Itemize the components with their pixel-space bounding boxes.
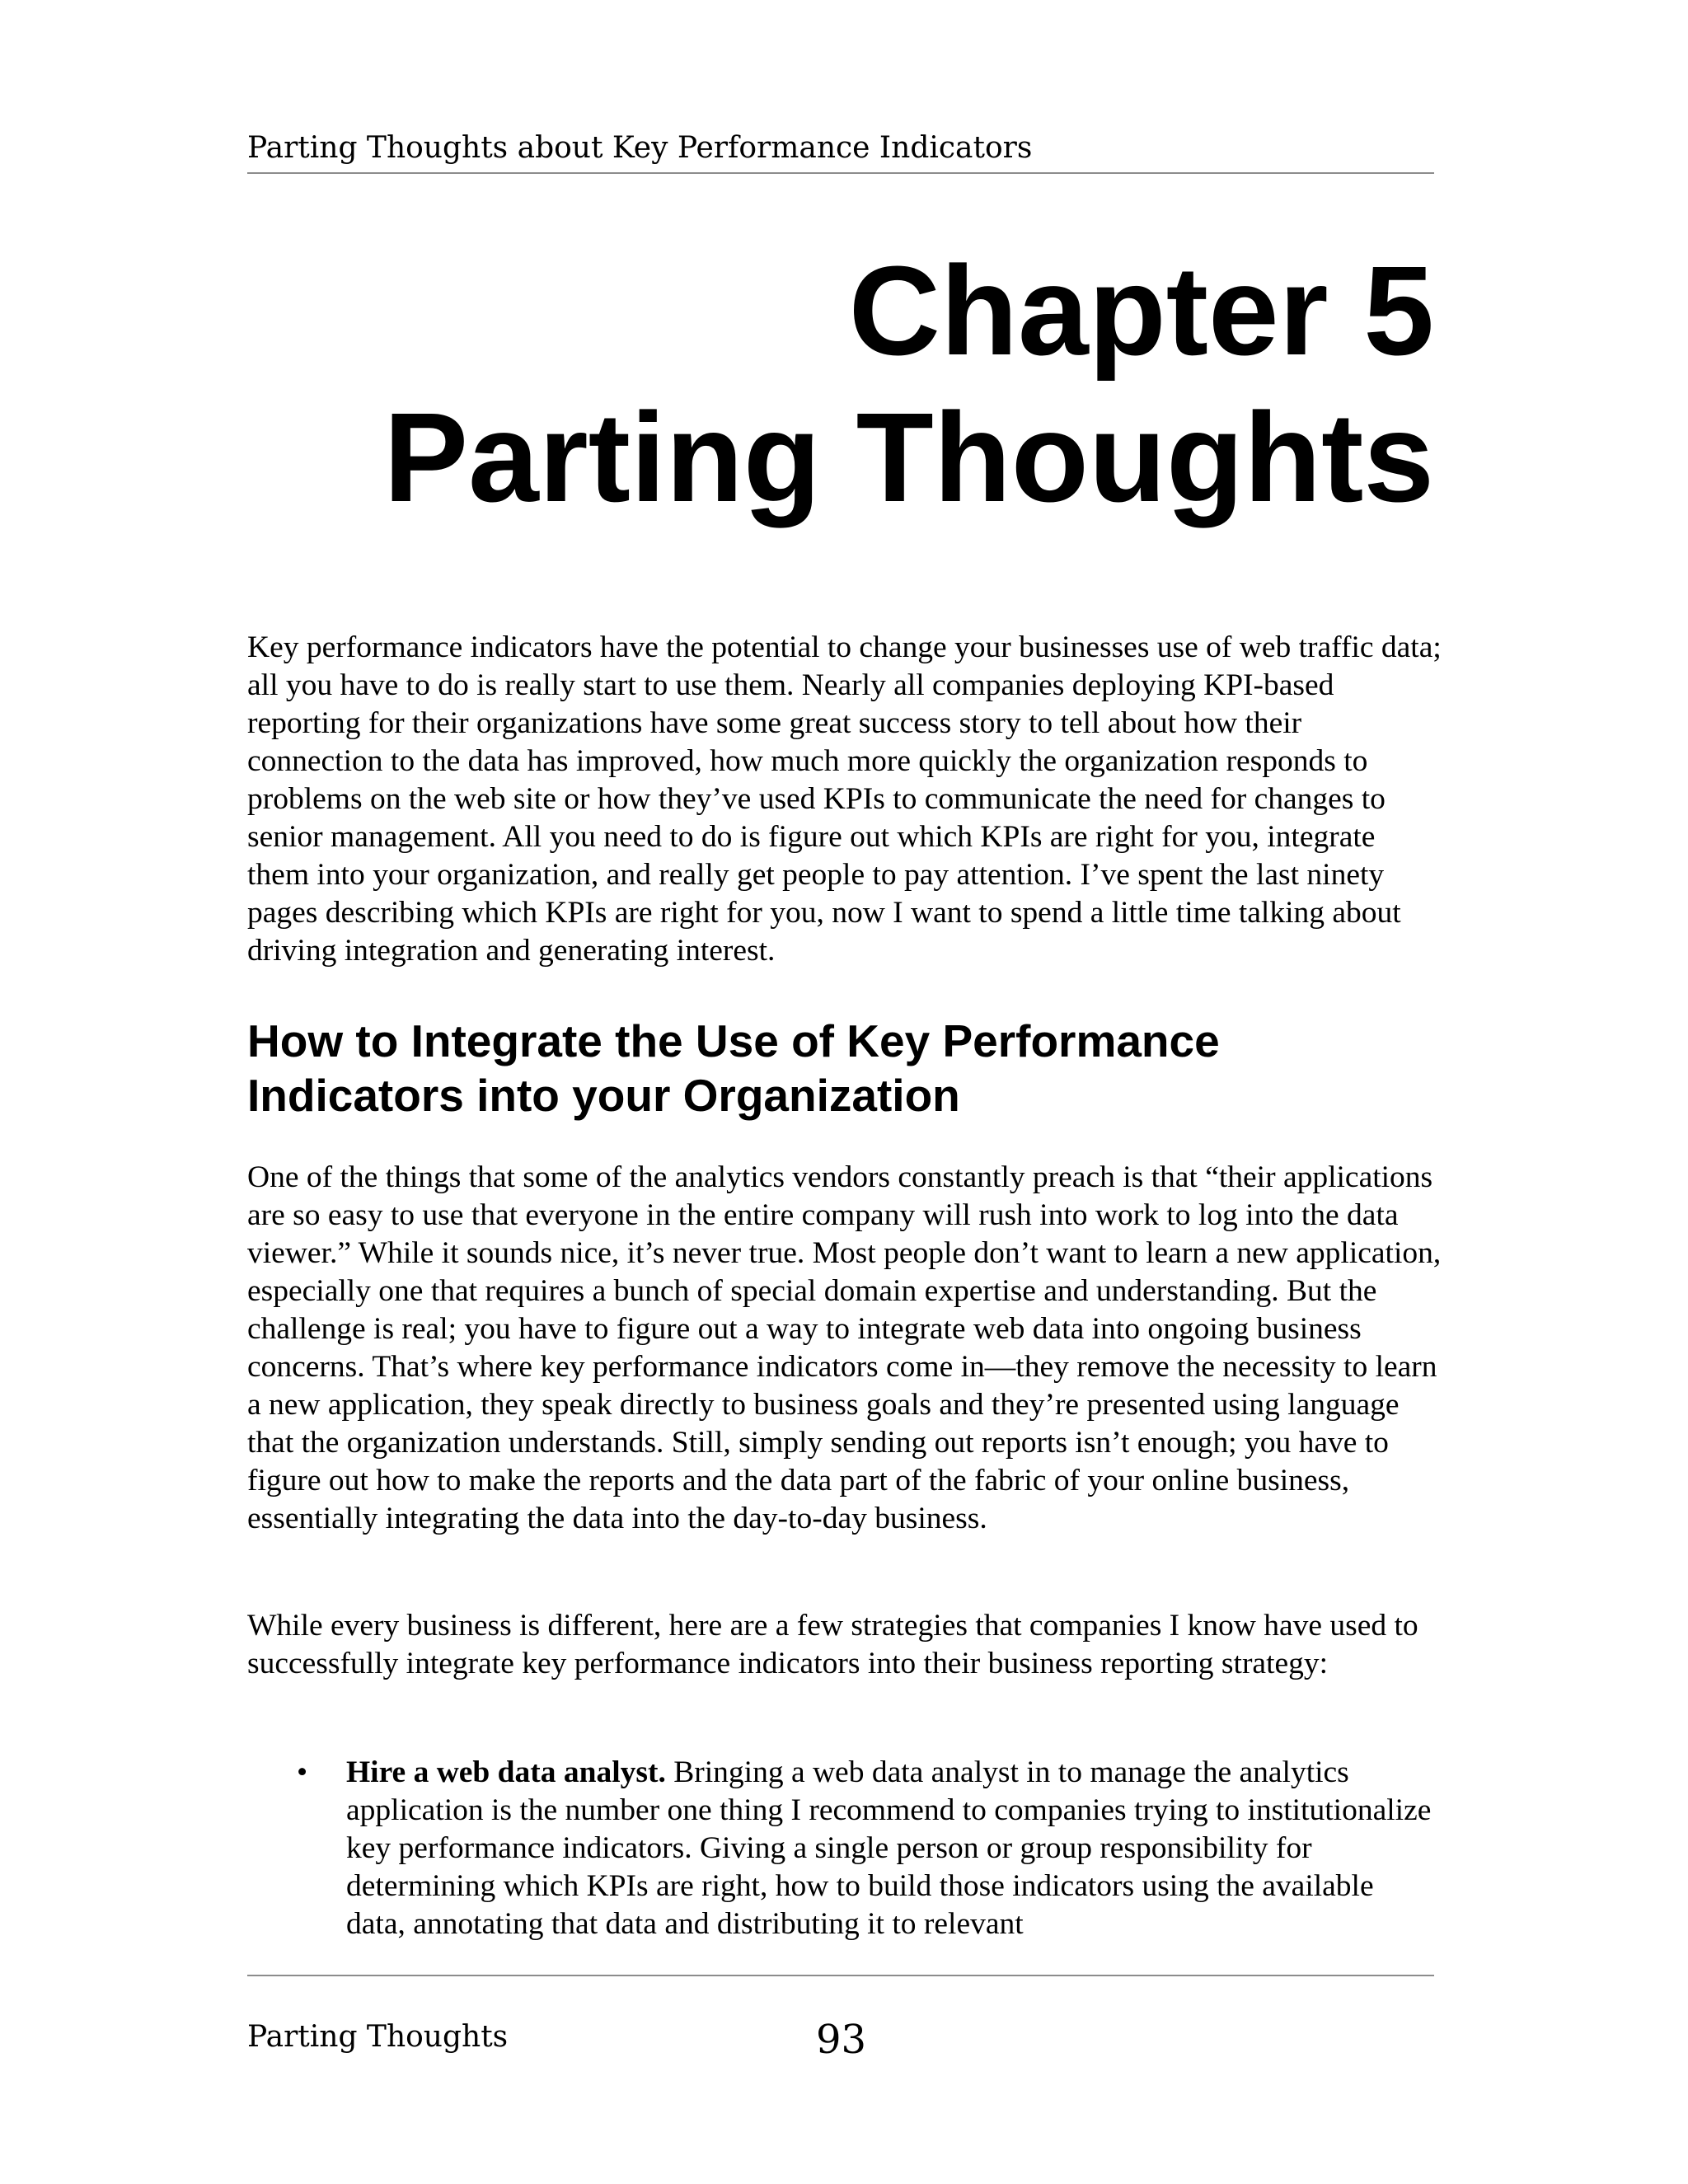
chapter-name: Parting Thoughts bbox=[383, 387, 1434, 528]
section-paragraph-1: One of the things that some of the analytics vendors constantly preach is that “their applications are so easy to use that everyone in the entire company will rush into work to log into the data viewer.” While it sounds nice, it’s never true. Most people don’t want to learn a new application, especially one that requires a bunch of special domain expertise and understanding. But the challenge is real; you have to figure out a way to integrate web data into ongoing business concerns. That’s where key performance indicators come in—they remove the necessity to learn a new application, they speak directly to business goals and they’re presented using language that the organization understands. Still, simply sending out reports isn’t enough; you have to figure out how to make the reports and the data part of the fabric of your online business, essentially integrating the data into the day-to-day business. bbox=[247, 1160, 1442, 1535]
section-heading-line-2: Indicators into your Organization bbox=[247, 1070, 960, 1121]
footer-section-name: Parting Thoughts bbox=[247, 2020, 509, 2054]
list-item-lead: Hire a web data analyst. bbox=[346, 1755, 666, 1789]
page-number: 93 bbox=[816, 2017, 867, 2063]
intro-paragraph: Key performance indicators have the potential to change your businesses use of web traffic data; all you have to do is really start to use them. Nearly all companies deploying KPI-based reporting for their organizations have some great success story to tell about how their connection to the data has improved, how much more quickly the organization responds to problems on the web site or how they’ve used KPIs to communicate the need for changes to senior management. All you need to do is figure out which KPIs are right for you, integrate them into your organization, and really get people to pay attention. I’ve spent the last ninety pages describing which KPIs are right for you, now I want to spend a little time talking about driving integration and generating interest. bbox=[247, 630, 1442, 968]
chapter-title bbox=[383, 237, 1434, 531]
section-heading-line-1: How to Integrate the Use of Key Performance bbox=[247, 1015, 1220, 1066]
section-heading bbox=[247, 1014, 1220, 1122]
list-item bbox=[247, 1754, 1434, 1943]
section-paragraph-2: While every business is different, here are a few strategies that companies I know have used to successfully integrate key performance indicators into their business reporting strategy: bbox=[247, 1609, 1418, 1680]
strategy-list bbox=[247, 1754, 1434, 1943]
bullet-icon: • bbox=[297, 1755, 308, 1789]
chapter-number: Chapter 5 bbox=[848, 240, 1434, 382]
document-page bbox=[247, 0, 1442, 2184]
running-header: Parting Thoughts about Key Performance Indicators bbox=[247, 131, 1033, 165]
header-rule bbox=[247, 172, 1434, 174]
list-item-text bbox=[346, 1754, 1434, 1943]
footer-rule bbox=[247, 1975, 1434, 1976]
list-item-body: Bringing a web data analyst in to manage the analytics application is the number one thing I recommend to companies trying to institutionalize key performance indicators. Giving a single person or group responsibility for determining which KPIs are right, how to build those indicators using the available data, annotating that data and distributing it to relevant bbox=[346, 1755, 1432, 1941]
